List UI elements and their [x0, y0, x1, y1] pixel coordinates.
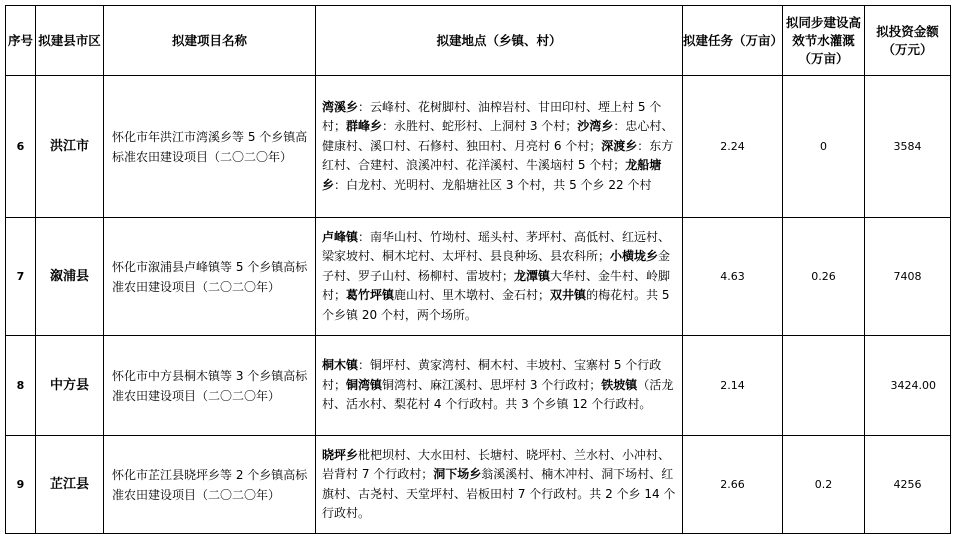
table-row — [6, 436, 951, 534]
location-town: 洞下场乡 — [433, 467, 482, 481]
location-villages: （活龙村、活水村、梨花村 4 个行政村。共 3 个乡镇 12 个行政村。 — [322, 377, 674, 412]
location-town: 龙船塘乡 — [322, 158, 662, 192]
cell-project: 怀化市中方县桐木镇等 3 个乡镇高标准农田建设项目（二〇二〇年） — [104, 336, 316, 436]
cell-investment: 3584 — [865, 76, 951, 218]
cell-seq: 8 — [6, 336, 36, 436]
cell-county: 溆浦县 — [36, 218, 104, 336]
table-row — [6, 336, 951, 436]
location-town: 双井镇 — [550, 288, 587, 303]
location-town: 深渡乡 — [601, 138, 638, 153]
cell-county: 中方县 — [36, 336, 104, 436]
cell-investment: 7408 — [865, 218, 951, 336]
cell-seq: 9 — [6, 436, 36, 534]
location-town: 卢峰镇 — [322, 229, 359, 244]
cell-irrigation: 0 — [783, 76, 865, 218]
cell-location — [316, 218, 683, 336]
header-project: 拟建项目名称 — [104, 6, 316, 76]
location-town: 沙湾乡 — [577, 119, 614, 134]
cell-location — [316, 336, 683, 436]
header-irrigation: 拟同步建设高效节水灌溉（万亩） — [783, 6, 865, 76]
location-town: 葛竹坪镇 — [346, 288, 395, 303]
location-villages: ：南华山村、竹坳村、瑶头村、茅坪村、高低村、红远村、梁家坡村、桐木坨村、太坪村、县良种场、县农科所； — [322, 229, 671, 264]
location-town: 群峰乡 — [346, 119, 383, 134]
location-villages: ：铜坪村、黄家湾村、桐木村、丰坡村、宝寨村 5 个行政村； — [322, 358, 662, 392]
cell-project: 怀化市溆浦县卢峰镇等 5 个乡镇高标准农田建设项目（二〇二〇年） — [104, 218, 316, 336]
location-villages: 枇杷坝村、大水田村、长塘村、晓坪村、兰水村、小冲村、岩背村 7 个行政村； — [322, 447, 671, 481]
location-villages: ：云峰村、花树脚村、油榨岩村、甘田印村、堙上村 5 个村； — [322, 99, 662, 134]
cell-project: 怀化市年洪江市湾溪乡等 5 个乡镇高标准农田建设项目（二〇二〇年） — [104, 76, 316, 218]
cell-county: 洪江市 — [36, 76, 104, 218]
location-town: 龙潭镇 — [514, 268, 551, 283]
header-task: 拟建任务（万亩） — [683, 6, 783, 76]
location-villages: 金子村、罗子山村、杨柳村、雷坡村； — [322, 249, 671, 283]
location-villages: ：永胜村、蛇形村、上洞村 3 个村； — [382, 119, 578, 134]
project-table — [5, 5, 951, 534]
cell-location — [316, 436, 683, 534]
cell-county: 芷江县 — [36, 436, 104, 534]
table-row — [6, 76, 951, 218]
location-town: 小横垅乡 — [610, 249, 659, 264]
cell-irrigation: 0.2 — [783, 436, 865, 534]
table-row — [6, 218, 951, 336]
location-town: 湾溪乡 — [322, 99, 359, 114]
cell-seq: 7 — [6, 218, 36, 336]
cell-investment: 4256 — [865, 436, 951, 534]
cell-task: 4.63 — [683, 218, 783, 336]
location-villages: ：东方红村、合建村、浪溪冲村、花洋溪村、牛溪垴村 5 个村； — [322, 138, 674, 173]
header-location: 拟建地点（乡镇、村） — [316, 6, 683, 76]
header-county: 拟建县市区 — [36, 6, 104, 76]
cell-investment: 3424.00 — [865, 336, 951, 436]
cell-irrigation: 0.26 — [783, 218, 865, 336]
location-town: 铜湾镇 — [346, 377, 383, 392]
cell-seq: 6 — [6, 76, 36, 218]
location-villages: 大华村、金牛村、岭脚村； — [322, 268, 671, 303]
cell-task: 2.14 — [683, 336, 783, 436]
header-investment: 拟投资金额（万元） — [865, 6, 951, 76]
cell-task: 2.66 — [683, 436, 783, 534]
location-town: 晓坪乡 — [322, 447, 359, 462]
location-villages: 的梅花村。共 5 个乡镇 20 个村，两个场所。 — [322, 288, 670, 322]
location-villages: ：白龙村、光明村、龙船塘社区 3 个村，共 5 个乡 22 个村 — [334, 177, 652, 192]
location-villages: 鹿山村、里木墩村、金石村； — [394, 288, 551, 303]
cell-task: 2.24 — [683, 76, 783, 218]
cell-location — [316, 76, 683, 218]
header-row — [6, 6, 951, 76]
cell-irrigation — [783, 336, 865, 436]
cell-project: 怀化市芷江县晓坪乡等 2 个乡镇高标准农田建设项目（二〇二〇年） — [104, 436, 316, 534]
location-villages: 翁溪溪村、楠木冲村、洞下场村、红旗村、古尧村、天堂坪村、岩板田村 7 个行政村。共 2 个乡 14 个行政村。 — [322, 467, 676, 520]
location-villages: 铜湾村、麻江溪村、思坪村 3 个行政村； — [382, 377, 602, 392]
location-town: 桐木镇 — [322, 358, 359, 373]
header-seq: 序号 — [6, 6, 36, 76]
location-town: 铁坡镇 — [601, 377, 638, 392]
location-villages: ：忠心村、健康村、溪口村、石修村、独田村、月亮村 6 个村； — [322, 119, 674, 153]
